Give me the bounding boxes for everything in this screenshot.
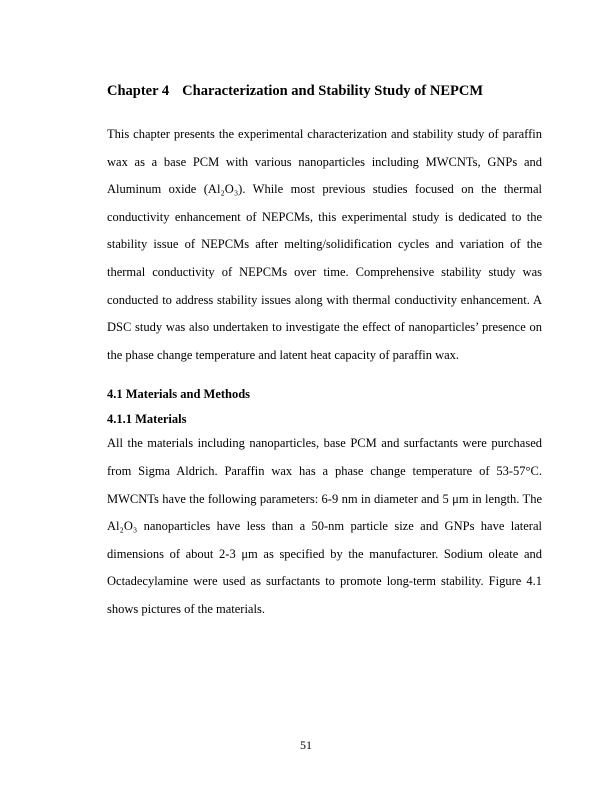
section-heading: 4.1 Materials and Methods xyxy=(107,387,251,402)
chapter-title xyxy=(107,82,542,100)
text-block xyxy=(107,82,542,624)
page-number: 51 xyxy=(300,738,312,752)
paragraph-materials: All the materials including nanoparticles, base PCM and surfactants were purchased from Sigma Aldrich. Paraffin wax has a phase change temperature of 53-57°C. MWCNTs have the following parameters: 6-9 nm in diameter and 5 μm in length. The Al₂O₃ nanoparticles have less than a 50-nm particle size and GNPs have lateral dimensions of about 2-3 μm as specified by the manufacturer. Sodium oleate and Octadecylamine were used as surfactants to promote long-term stability. Figure 4.1 shows pictures of the materials. xyxy=(107,436,542,616)
paragraph-intro: This chapter presents the experimental characterization and stability study of paraffin wax as a base PCM with various nanoparticles including MWCNTs, GNPs and Aluminum oxide (Al₂O₃). While most previous studies focused on the thermal conductivity enhancement of NEPCMs, this experimental study is dedicated to the stability issue of NEPCMs after melting/solidification cycles and variation of the thermal conductivity of NEPCMs over time. Comprehensive stability study was conducted to address stability issues along with thermal conductivity enhancement. A DSC study was also undertaken to investigate the effect of nanoparticles’ presence on the phase change temperature and latent heat capacity of paraffin wax. xyxy=(107,127,542,362)
chapter-title-text: Characterization and Stability Study of NEPCM xyxy=(182,83,484,99)
chapter-number: Chapter 4 xyxy=(107,83,170,99)
subsection-heading: 4.1.1 Materials xyxy=(107,412,187,427)
